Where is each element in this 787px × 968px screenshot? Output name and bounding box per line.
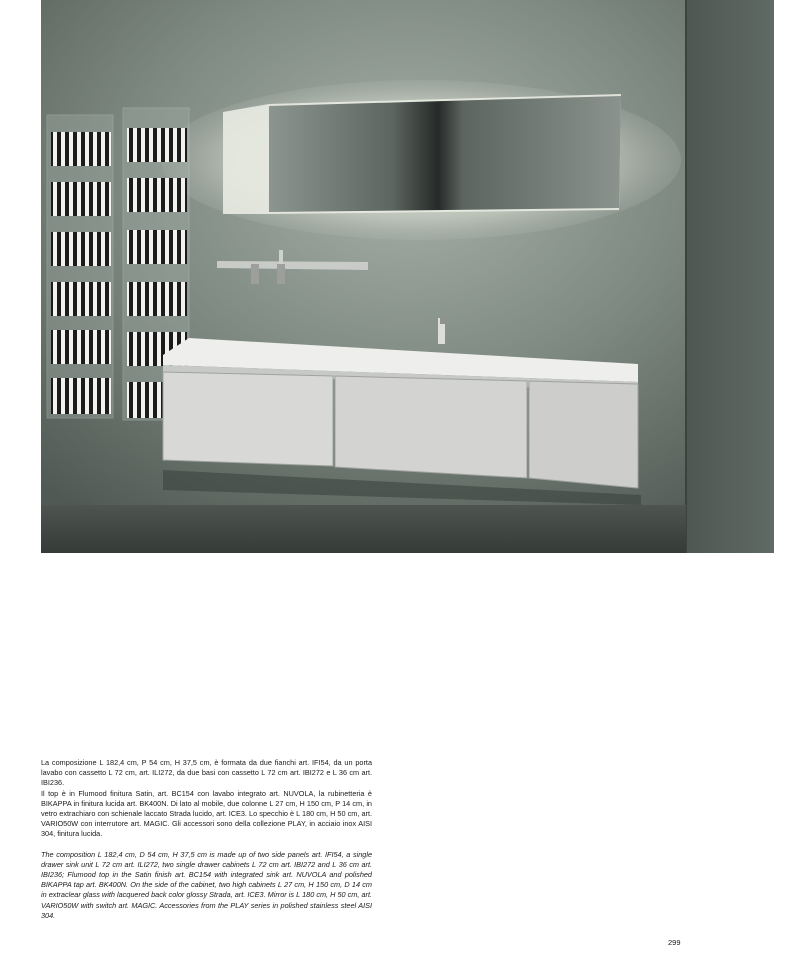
collection-side-label: PIANA xyxy=(777,326,787,354)
bathroom-scene-image xyxy=(41,0,774,553)
page-number: 299 xyxy=(668,938,681,947)
product-photo xyxy=(41,0,787,553)
caption-english: The composition L 182,4 cm, D 54 cm, H 37,5 cm is made up of two side panels art. IFI54, a single drawer sink unit L 72 cm art. ILI272, two single drawer cabinets L 72 cm art. IBI272 and L 36 cm art. IBI236; Flumood top in the Satin finish art. BC154 with integrated sink art. NUVOLA and polished BIKAPPA tap art. BK400N. On the side of the cabinet, two high cabinets L 27 cm, H 150 cm, D 14 cm in extraclear glass with lacquered back color glossy Strada, art. ICE3. Mirror is L 180 cm, H 50 cm, art. VARIO50W with switch art. MAGIC. Accessories from the PLAY series in polished stainless steel AISI 304. xyxy=(41,849,373,920)
column-cabinet-left xyxy=(47,115,113,418)
caption-block xyxy=(41,758,372,921)
caption-italian: La composizione L 182,4 cm, P 54 cm, H 37,5 cm, è formata da due fianchi art. IFI54, da un porta lavabo con cassetto L 72 cm, art. ILI272, da due basi con cassetto L 72 cm art. IBI272 e L 36 cm art. IBI236. Il top è in Flumood finitura Satin, art. BC154 con lavabo integrato art. NUVOLA, la rubinetteria è BIKAPPA in finitura lucida art. BK400N. Di lato al mobile, due colonne L 27 cm, H 150 cm, P 14 cm, in vetro extrachiaro con schienale laccato Strada lucido, art. ICE3. Lo specchio è L 180 cm, H 50 cm, art. VARIO50W con interrutore art. MAGIC. Gli accessori sono della collezione PLAY, in acciaio inox AISI 304, finitura lucida. xyxy=(41,758,373,839)
